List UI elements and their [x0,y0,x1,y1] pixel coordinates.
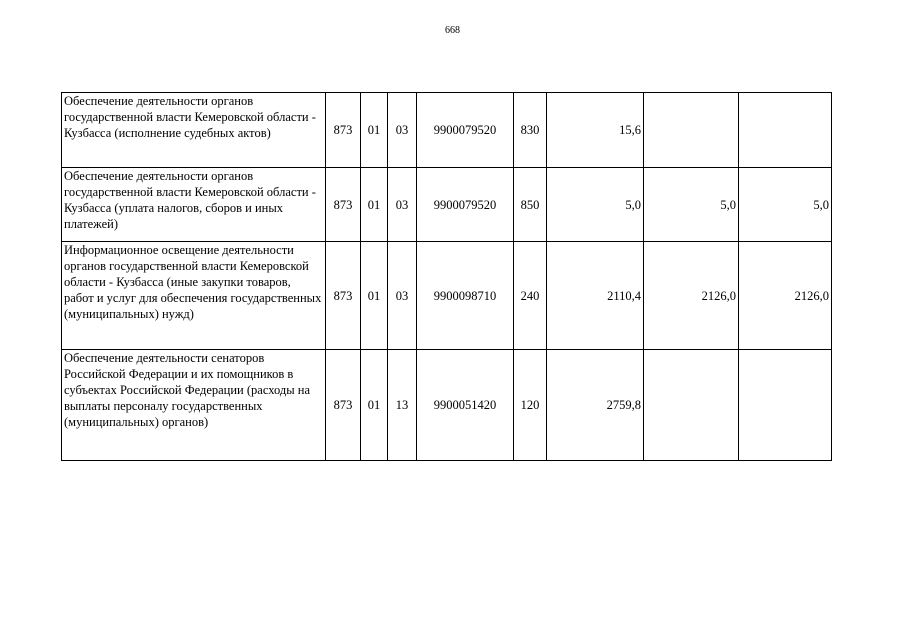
sum-3-cell: 5,0 [739,168,832,242]
vr-cell: 120 [514,350,547,461]
table-row [62,168,832,242]
sum-1-cell: 5,0 [547,168,644,242]
rz-cell: 01 [361,350,388,461]
sum-3-cell [739,350,832,461]
ved-cell: 873 [326,350,361,461]
vr-cell: 240 [514,242,547,350]
ved-cell: 873 [326,242,361,350]
pr-cell: 03 [388,168,417,242]
table-row [62,93,832,168]
expense-name-cell: Информационное освещение деятельности органов государственной власти Кемеровской области - Кузбасса (иные закупки товаров, работ и услуг для обеспечения государственных (муниципальных) нужд) [62,242,326,350]
sum-1-cell: 15,6 [547,93,644,168]
sum-3-cell: 2126,0 [739,242,832,350]
sum-3-cell [739,93,832,168]
csr-cell: 9900079520 [417,93,514,168]
pr-cell: 03 [388,93,417,168]
table-row [62,242,832,350]
expense-name-cell: Обеспечение деятельности сенаторов Российской Федерации и их помощников в субъектах Российской Федерации (расходы на выплаты персоналу государственных (муниципальных) органов) [62,350,326,461]
sum-2-cell: 5,0 [644,168,739,242]
csr-cell: 9900098710 [417,242,514,350]
rz-cell: 01 [361,242,388,350]
csr-cell: 9900051420 [417,350,514,461]
sum-2-cell [644,350,739,461]
table-row [62,350,832,461]
page-number: 668 [445,25,460,36]
pr-cell: 03 [388,242,417,350]
csr-cell: 9900079520 [417,168,514,242]
rz-cell: 01 [361,93,388,168]
vr-cell: 830 [514,93,547,168]
expense-name-cell: Обеспечение деятельности органов государственной власти Кемеровской области - Кузбасса (уплата налогов, сборов и иных платежей) [62,168,326,242]
vr-cell: 850 [514,168,547,242]
sum-1-cell: 2759,8 [547,350,644,461]
budget-table [61,92,832,461]
sum-2-cell: 2126,0 [644,242,739,350]
ved-cell: 873 [326,168,361,242]
expense-name-cell: Обеспечение деятельности органов государственной власти Кемеровской области - Кузбасса (исполнение судебных актов) [62,93,326,168]
ved-cell: 873 [326,93,361,168]
sum-1-cell: 2110,4 [547,242,644,350]
rz-cell: 01 [361,168,388,242]
sum-2-cell [644,93,739,168]
pr-cell: 13 [388,350,417,461]
